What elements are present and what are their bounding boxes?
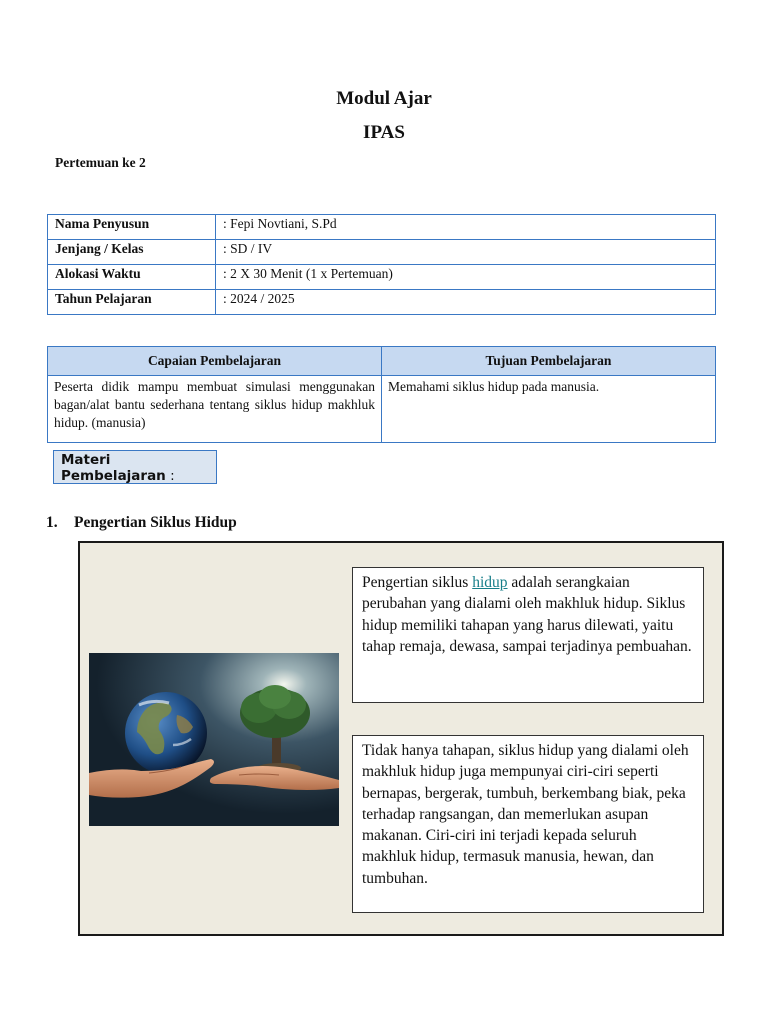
definition-text-box bbox=[352, 567, 704, 703]
column-header-capaian: Capaian Pembelajaran bbox=[48, 347, 382, 376]
table-row bbox=[48, 215, 716, 240]
table-header-row bbox=[48, 347, 716, 376]
hidup-link[interactable]: hidup bbox=[472, 574, 508, 591]
info-value: : 2024 / 2025 bbox=[216, 290, 716, 315]
capaian-cell: Peserta didik mampu membuat simulasi menggunakan bagan/alat bantu sederhana tentang siklus hidup makhluk hidup. (manusia) bbox=[48, 376, 382, 443]
info-table bbox=[47, 214, 716, 315]
section-heading bbox=[46, 514, 237, 532]
section-title: Pengertian Siklus Hidup bbox=[74, 514, 237, 531]
info-label: Alokasi Waktu bbox=[48, 265, 216, 290]
characteristics-text-box: Tidak hanya tahapan, siklus hidup yang dialami oleh makhluk hidup juga mempunyai ciri-ciri seperti bernapas, bergerak, tumbuh, berkembang biak, peka terhadap rangsangan, dan memerlukan asupan makanan. Ciri-ciri ini terjadi kepada seluruh makhluk hidup, termasuk manusia, hewan, dan tumbuhan. bbox=[352, 735, 704, 913]
info-value: : Fepi Novtiani, S.Pd bbox=[216, 215, 716, 240]
table-row bbox=[48, 265, 716, 290]
section-number: 1. bbox=[46, 514, 58, 531]
materi-heading: Materi Pembelajaran bbox=[61, 452, 166, 484]
table-row bbox=[48, 290, 716, 315]
info-value: : SD / IV bbox=[216, 240, 716, 265]
tujuan-cell: Memahami siklus hidup pada manusia. bbox=[382, 376, 716, 443]
materi-heading-box bbox=[53, 450, 217, 484]
info-label: Nama Penyusun bbox=[48, 215, 216, 240]
table-row bbox=[48, 376, 716, 443]
info-label: Tahun Pelajaran bbox=[48, 290, 216, 315]
info-value: : 2 X 30 Menit (1 x Pertemuan) bbox=[216, 265, 716, 290]
definition-text-end: adalah serangkaian perubahan yang dialami oleh makhluk hidup. Siklus hidup memiliki tahapan yang harus dilewati, yaitu tahap remaja, dewasa, sampai terjadinya pembuahan. bbox=[362, 574, 692, 655]
materi-colon: : bbox=[165, 468, 175, 484]
hands-holding-earth-and-tree-photo bbox=[89, 653, 339, 826]
table-row bbox=[48, 240, 716, 265]
column-header-tujuan: Tujuan Pembelajaran bbox=[382, 347, 716, 376]
learning-goals-table bbox=[47, 346, 716, 443]
definition-text-start: Pengertian siklus bbox=[362, 574, 473, 591]
info-label: Jenjang / Kelas bbox=[48, 240, 216, 265]
meeting-label: Pertemuan ke 2 bbox=[55, 155, 146, 170]
subject-title: IPAS bbox=[363, 122, 405, 143]
document-title: Modul Ajar bbox=[336, 88, 432, 109]
